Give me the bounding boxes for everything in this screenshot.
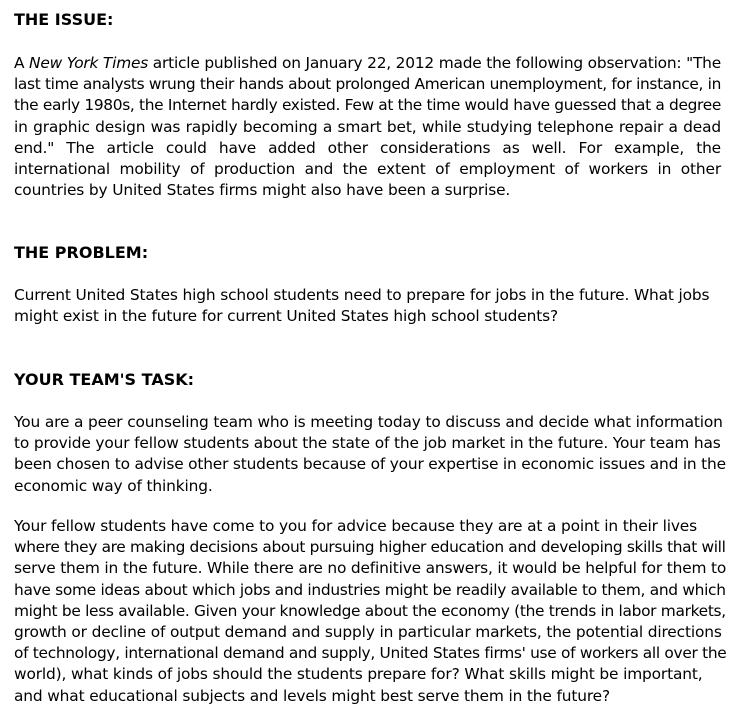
- task-paragraph-2: [14, 516, 726, 707]
- task-line: to provide your fellow students about the state of the job market in the future. Your team has: [14, 434, 721, 453]
- problem-heading: THE PROBLEM:: [14, 243, 149, 262]
- task-line: You are a peer counseling team who is meeting today to discuss and decide what information: [14, 413, 723, 431]
- issue-line: countries by United States firms might also have been a surprise.: [14, 181, 511, 200]
- issue-line-1: A New York Times article published on January 22, 2012 made the following observation: "The: [14, 54, 721, 72]
- task-line: been chosen to advise other students because of your expertise in economic issues and in the: [14, 455, 726, 474]
- task-line: serve them in the future. While there are no definitive answers, it would be helpful for them to: [14, 559, 727, 578]
- issue-heading: THE ISSUE:: [14, 10, 114, 29]
- task-line: of technology, international demand and supply, United States firms' use of workers all over the: [14, 644, 727, 663]
- task-line: world), what kinds of jobs should the students prepare for? What skills might be important,: [14, 665, 703, 684]
- problem-paragraph: [14, 285, 726, 327]
- task-line: have some ideas about which jobs and industries might be readily available to them, and which: [14, 580, 726, 599]
- newspaper-title: New York Times: [29, 54, 149, 72]
- problem-line: might exist in the future for current United States high school students?: [14, 307, 558, 326]
- issue-line: in graphic design was rapidly becoming a smart bet, while studying telephone repair a dead: [14, 117, 721, 136]
- task-line: and what educational subjects and levels might best serve them in the future?: [14, 686, 611, 705]
- task-line: where they are making decisions about pursuing higher education and developing skills that will: [14, 538, 726, 557]
- issue-line: the early 1980s, the Internet hardly existed. Few at the time would have guessed that a degree: [14, 96, 721, 115]
- issue-paragraph: [14, 53, 721, 201]
- task-line: growth or decline of output demand and supply in particular markets, the potential directions: [14, 623, 722, 642]
- task-line: economic way of thinking.: [14, 476, 213, 495]
- issue-line: end." The article could have added other considerations as well. For example, the: [14, 138, 721, 157]
- task-paragraph-1: [14, 412, 726, 497]
- issue-line: international mobility of production and the extent of employment of workers in other: [14, 160, 721, 179]
- task-line: Your fellow students have come to you for advice because they are at a point in their lives: [14, 517, 697, 535]
- problem-line: Current United States high school students need to prepare for jobs in the future. What jobs: [14, 286, 710, 304]
- task-heading: YOUR TEAM'S TASK:: [14, 370, 195, 389]
- task-line: might be less available. Given your knowledge about the economy (the trends in labor markets,: [14, 601, 726, 620]
- issue-line: last time analysts wrung their hands about prolonged American unemployment, for instance, in: [14, 75, 721, 94]
